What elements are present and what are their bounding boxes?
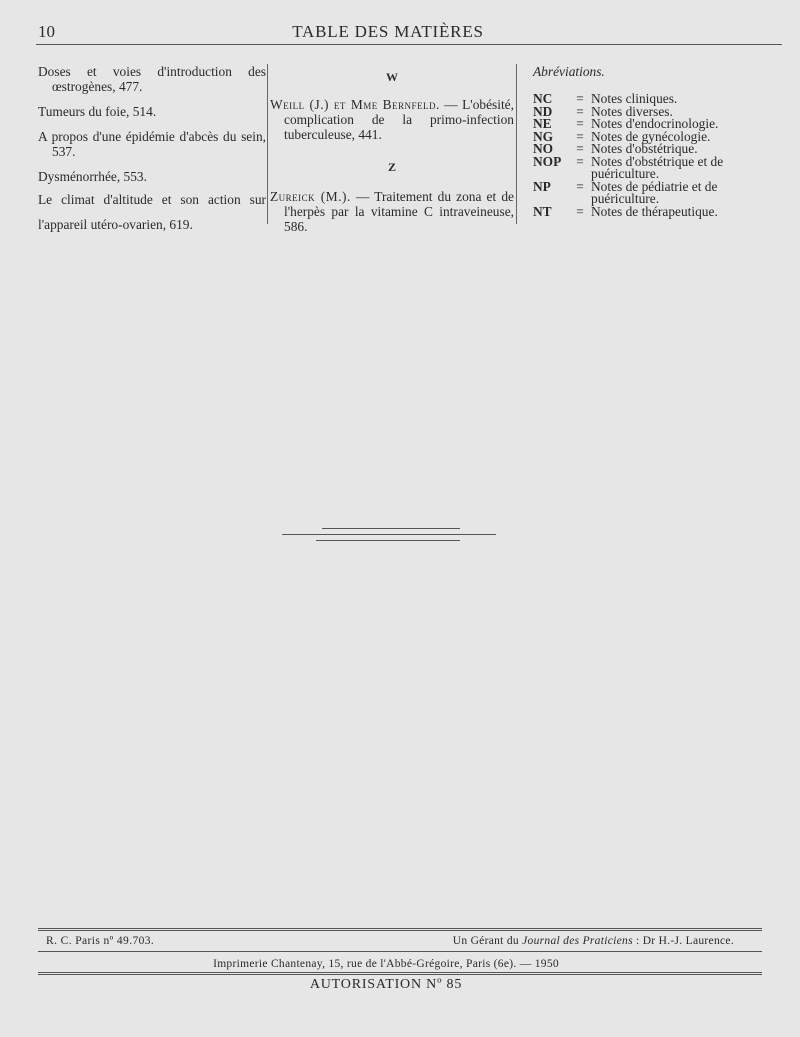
abbreviation-code: ND (533, 103, 553, 119)
footer-rule (38, 928, 762, 931)
entry-text: — L'obésité, complication de la primo-infection tuberculeuse, 441. (284, 97, 514, 142)
authorization-number: AUTORISATION Nº 85 (309, 977, 463, 992)
abbreviation-definition: Notes cliniques. (591, 91, 678, 106)
equals-sign: = (576, 128, 584, 144)
equals-sign: = (576, 203, 584, 219)
page-title-text: TABLE DES MATIÈRES (292, 22, 484, 41)
abbreviation-code: NE (533, 116, 552, 131)
section-letter-z: Z (387, 160, 396, 174)
header-rule (36, 44, 782, 45)
ornament-rule (282, 534, 496, 535)
column-divider (267, 64, 268, 224)
abbreviation-definition: Notes d'obstétrique et de puériculture. (591, 153, 724, 181)
index-entry: Le climat d'altitude et son action sur (38, 192, 266, 207)
ornament-rule (322, 528, 460, 529)
journal-name: Journal des Praticiens (522, 935, 633, 947)
registry-number: R. C. Paris nº 49.703. (46, 935, 155, 947)
abbreviation-definition: Notes de pédiatrie et de puériculture. (591, 178, 718, 206)
footer-rule (38, 972, 762, 975)
abbreviations-list (533, 93, 763, 218)
abbreviation-code: NC (533, 91, 553, 106)
index-column-2 (270, 64, 514, 234)
abbreviation-code: NT (533, 203, 552, 219)
abbreviation-code: NP (533, 178, 551, 194)
abbreviations-column (533, 64, 763, 218)
equals-sign: = (576, 116, 584, 131)
abbreviation-row (533, 203, 763, 219)
author-entry-weill (270, 97, 514, 142)
manager-suffix: : Dr H.-J. Laurence. (632, 935, 734, 947)
printer-line: Imprimerie Chantenay, 15, rue de l'Abbé-Grégoire, Paris (6e). — 1950 (213, 958, 559, 970)
index-entry: Dysménorrhée, 553. (38, 169, 147, 184)
abbreviation-row (533, 153, 763, 181)
manager-line (453, 935, 734, 947)
abbreviation-code: NG (533, 128, 554, 144)
abbreviation-definition: Notes de thérapeutique. (591, 203, 718, 219)
author-name: Weill (J.) et Mme Bernfeld. (270, 97, 440, 112)
footer-rule (38, 951, 762, 952)
manager-prefix: Un Gérant du (452, 935, 523, 947)
author-entry-zureick (270, 189, 514, 234)
entry-text: — Traitement du zona et de l'herpès par la vitamine C intraveineuse, 586. (284, 189, 514, 234)
page-number: 10 (38, 22, 55, 41)
equals-sign: = (576, 178, 584, 194)
abbreviations-title: Abréviations. (533, 64, 605, 79)
abbreviation-code: NO (533, 141, 554, 156)
abbreviation-definition: Notes d'obstétrique. (591, 141, 698, 156)
index-entry: Doses et voies d'introduction des œstrogènes, 477. (38, 64, 266, 94)
equals-sign: = (576, 153, 584, 169)
section-letter-w: W (386, 70, 398, 84)
equals-sign: = (576, 141, 584, 156)
abbreviation-definition: Notes d'endocrinologie. (591, 116, 719, 131)
index-entry: A propos d'une épidémie d'abcès du sein, 537. (38, 129, 266, 159)
column-divider (516, 64, 517, 224)
abbreviation-row (533, 178, 763, 206)
ornament-rule (316, 540, 460, 541)
index-entry: Tumeurs du foie, 514. (38, 104, 157, 119)
index-entry: l'appareil utéro-ovarien, 619. (38, 217, 193, 232)
abbreviation-definition: Notes de gynécologie. (591, 128, 711, 144)
abbreviation-definition: Notes diverses. (591, 103, 673, 119)
index-column-1 (38, 64, 266, 241)
equals-sign: = (576, 103, 584, 119)
abbreviation-code: NOP (533, 153, 562, 169)
author-name: Zureick (M.). (270, 189, 351, 204)
page-title (0, 22, 776, 42)
equals-sign: = (576, 91, 584, 106)
